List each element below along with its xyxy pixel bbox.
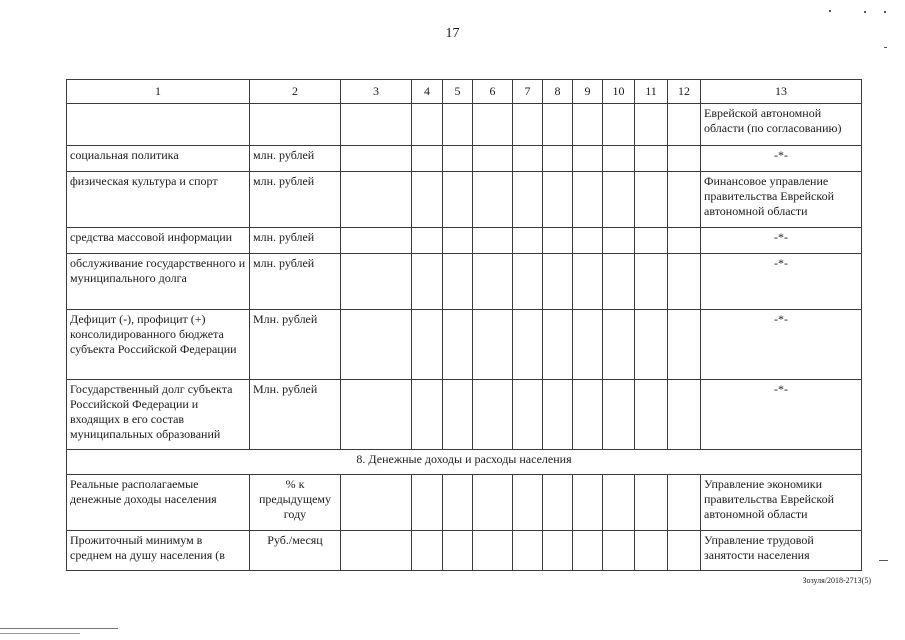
section-title: 8. Денежные доходы и расходы населения [67,450,862,475]
scan-speck [829,10,831,12]
column-number: 13 [701,80,862,104]
table-row [67,475,862,531]
forecast-table [66,79,862,571]
column-number: 10 [603,80,635,104]
responsible-cell: Еврейской автономной области (по согласованию) [701,104,862,146]
indicator-cell: Прожиточный минимум в среднем на душу населения (в [67,531,250,571]
column-number: 3 [341,80,412,104]
table-row [67,146,862,172]
table-row [67,104,862,146]
column-number: 8 [543,80,573,104]
responsible-cell: -*- [701,146,862,172]
bottom-rule [0,628,118,629]
table-row [67,531,862,571]
indicator-cell: средства массовой информации [67,228,250,254]
column-number: 1 [67,80,250,104]
indicator-cell [67,104,250,146]
table-row [67,380,862,450]
document-code: Зозуля/2018-2713(5) [802,576,871,585]
unit-cell: млн. рублей [250,172,341,228]
column-number: 5 [443,80,473,104]
unit-cell: Млн. рублей [250,310,341,380]
unit-cell: % к предыдущему году [250,475,341,531]
indicator-cell: Реальные располагаемые денежные доходы населения [67,475,250,531]
table-row [67,172,862,228]
unit-cell: Руб./месяц [250,531,341,571]
scan-speck [884,47,887,48]
column-number: 6 [473,80,513,104]
responsible-cell: -*- [701,310,862,380]
column-number: 4 [412,80,443,104]
page-number: 17 [445,26,460,41]
indicator-cell: социальная политика [67,146,250,172]
indicator-cell: физическая культура и спорт [67,172,250,228]
column-number: 9 [573,80,603,104]
column-number: 7 [513,80,543,104]
column-number: 11 [635,80,668,104]
responsible-cell: -*- [701,380,862,450]
responsible-cell: -*- [701,228,862,254]
responsible-cell: Управление экономики правительства Еврейской автономной области [701,475,862,531]
indicator-cell: Дефицит (-), профицит (+) консолидированного бюджета субъекта Российской Федерации [67,310,250,380]
table-row [67,254,862,310]
table-row [67,310,862,380]
scan-speck [884,11,886,13]
unit-cell: Млн. рублей [250,380,341,450]
unit-cell: млн. рублей [250,146,341,172]
scan-speck [864,11,866,13]
responsible-cell: Управление трудовой занятости населения [701,531,862,571]
column-number-row [67,80,862,104]
section-row [67,450,862,475]
unit-cell: млн. рублей [250,228,341,254]
unit-cell: млн. рублей [250,254,341,310]
indicator-cell: обслуживание государственного и муниципального долга [67,254,250,310]
unit-cell [250,104,341,146]
bottom-rule [0,633,80,634]
indicator-cell: Государственный долг субъекта Российской Федерации и входящих в его состав муниципальных образований [67,380,250,450]
responsible-cell: Финансовое управление правительства Еврейской автономной области [701,172,862,228]
table-row [67,228,862,254]
column-number: 12 [668,80,701,104]
column-number: 2 [250,80,341,104]
responsible-cell: -*- [701,254,862,310]
scan-speck [879,560,888,561]
